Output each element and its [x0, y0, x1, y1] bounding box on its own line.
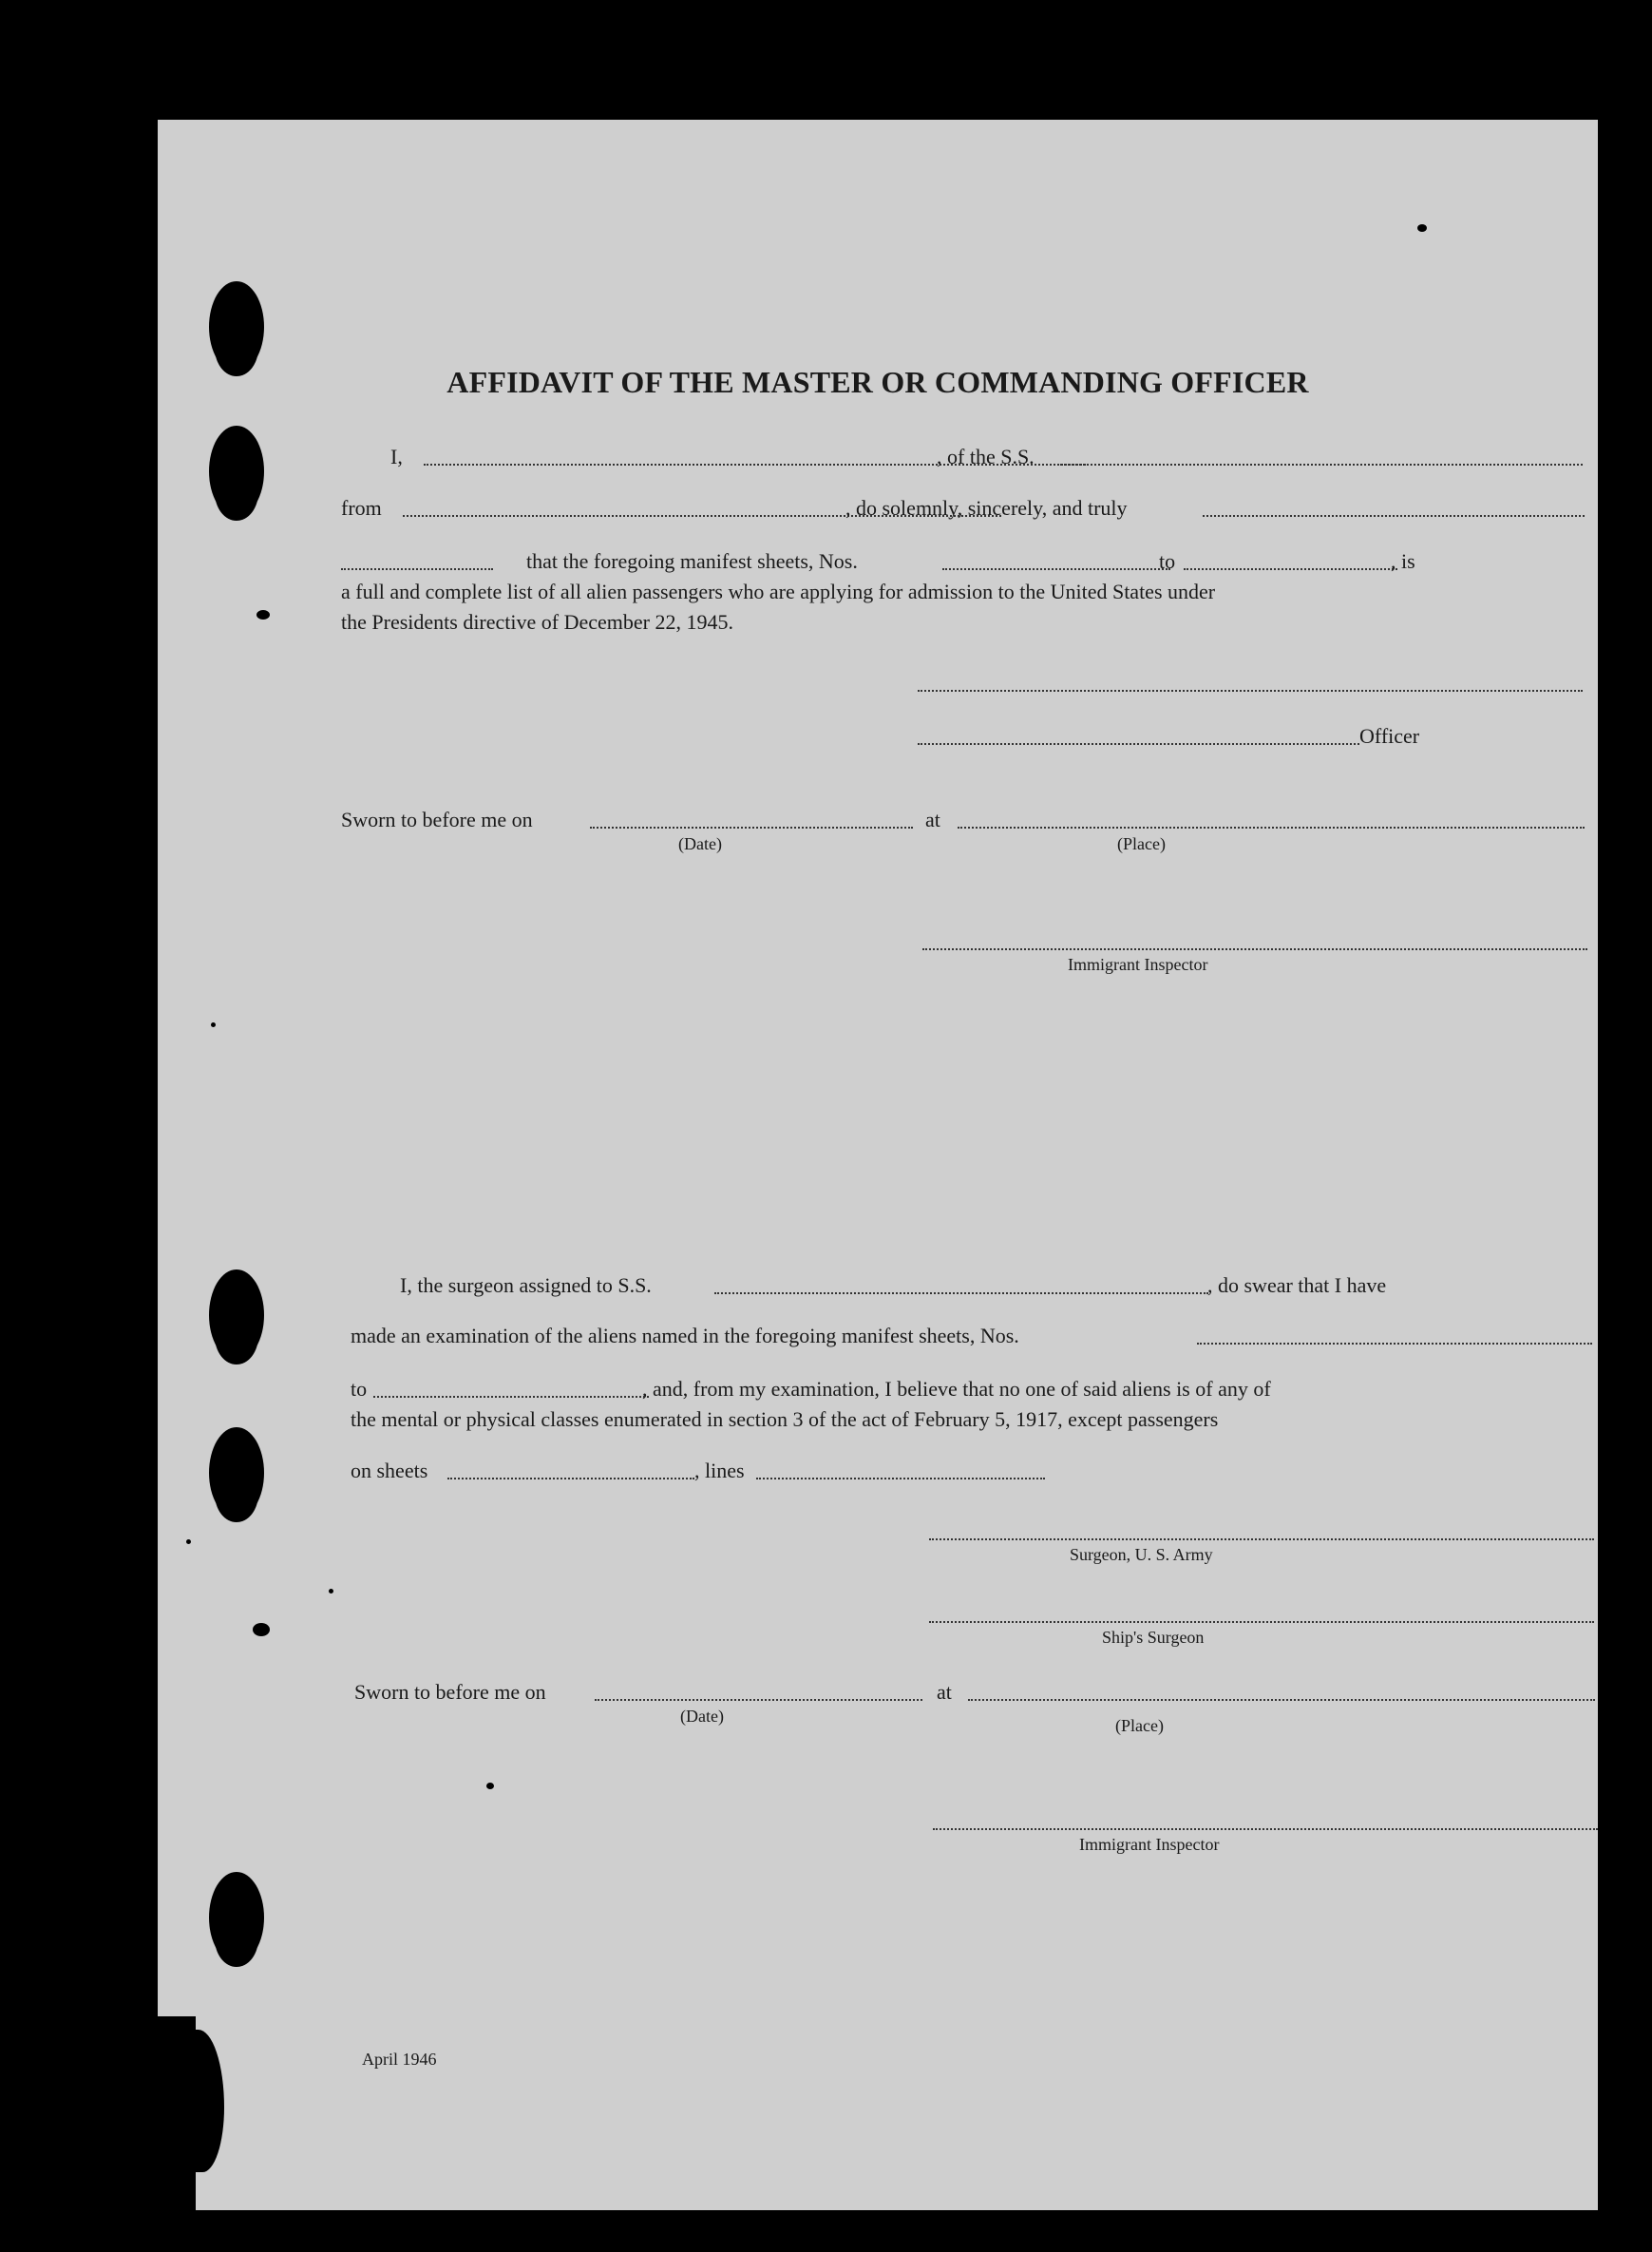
surgeon-nos-to-blank[interactable]: [373, 1396, 649, 1398]
surgeon-ship-blank[interactable]: [714, 1292, 1208, 1294]
master-date-label: (Date): [678, 834, 722, 853]
master-i: I,: [390, 445, 403, 468]
master-signature-blank[interactable]: [918, 690, 1583, 692]
master-inspector-label: Immigrant Inspector: [1068, 955, 1208, 974]
officer-label: Officer: [1359, 724, 1420, 748]
surgeon-place-label: (Place): [1115, 1716, 1164, 1735]
master-ship-blank[interactable]: [1060, 464, 1583, 466]
torn-edge: [177, 2030, 224, 2172]
punch-hole: [209, 1427, 264, 1518]
master-truly-blank[interactable]: [1203, 515, 1585, 517]
surgeon-sheets-blank[interactable]: [447, 1478, 694, 1479]
form-title: AFFIDAVIT OF THE MASTER OR COMMANDING OFFICER: [446, 365, 1309, 399]
master-at-text: at: [925, 808, 940, 831]
surgeon-line3: , and, from my examination, I believe that no one of said aliens is of any of: [642, 1377, 1271, 1401]
master-officer-blank[interactable]: [918, 743, 1359, 745]
speck: [256, 610, 270, 620]
surgeon-sheets-text: on sheets: [351, 1459, 428, 1482]
surgeon-line1: I, the surgeon assigned to S.S.: [400, 1273, 652, 1297]
master-line4: a full and complete list of all alien passengers who are applying for admission to the United States under: [341, 580, 1216, 603]
surgeon-nos-blank[interactable]: [1197, 1343, 1592, 1345]
master-swear-text: , do solemnly, sincerely, and truly: [845, 496, 1128, 520]
surgeon-sworn-place-blank[interactable]: [968, 1699, 1595, 1701]
master-sworn-place-blank[interactable]: [958, 827, 1585, 829]
surgeon-date-label: (Date): [680, 1707, 724, 1726]
master-place-label: (Place): [1117, 834, 1166, 853]
surgeon-sworn-date-blank[interactable]: [595, 1699, 922, 1701]
army-surgeon-signature-blank[interactable]: [929, 1538, 1594, 1540]
surgeon-inspector-blank[interactable]: [933, 1828, 1598, 1830]
master-sworn-text: Sworn to before me on: [341, 808, 533, 831]
punch-hole: [209, 1269, 264, 1361]
master-oath-blank[interactable]: [341, 568, 493, 570]
speck: [329, 1589, 333, 1594]
master-manifest-text: that the foregoing manifest sheets, Nos.: [526, 549, 858, 573]
surgeon-inspector-label: Immigrant Inspector: [1079, 1835, 1220, 1854]
surgeon-lines-blank[interactable]: [756, 1478, 1045, 1479]
punch-hole: [209, 426, 264, 517]
speck: [486, 1783, 494, 1789]
form-date-footer: April 1946: [362, 2050, 437, 2069]
speck: [1417, 224, 1427, 232]
speck: [253, 1623, 270, 1636]
speck: [186, 1539, 191, 1544]
master-line5: the Presidents directive of December 22, 1945.: [341, 610, 733, 634]
army-surgeon-label: Surgeon, U. S. Army: [1070, 1545, 1213, 1564]
surgeon-line1-end: , do swear that I have: [1207, 1273, 1387, 1297]
surgeon-line4: the mental or physical classes enumerated in section 3 of the act of February 5, 1917, except passengers: [351, 1407, 1219, 1431]
master-to-text: to: [1159, 549, 1176, 573]
master-inspector-blank[interactable]: [922, 948, 1587, 950]
ship-surgeon-signature-blank[interactable]: [929, 1621, 1594, 1623]
master-nos-from-blank[interactable]: [942, 568, 1170, 570]
surgeon-to-text: to: [351, 1377, 368, 1401]
master-ss-text: , of the S.S.: [937, 445, 1035, 468]
punch-hole: [209, 281, 264, 372]
surgeon-lines-text: , lines: [694, 1459, 745, 1482]
punch-hole: [209, 1872, 264, 1963]
master-sworn-date-blank[interactable]: [590, 827, 913, 829]
surgeon-line2: made an examination of the aliens named in the foregoing manifest sheets, Nos.: [351, 1324, 1019, 1347]
speck: [211, 1022, 216, 1027]
surgeon-sworn-text: Sworn to before me on: [354, 1680, 546, 1704]
affidavit-form-page: [158, 120, 1598, 2210]
master-is-text: , is: [1391, 549, 1415, 573]
master-nos-to-blank[interactable]: [1184, 568, 1397, 570]
surgeon-at-text: at: [937, 1680, 952, 1704]
ship-surgeon-label: Ship's Surgeon: [1102, 1628, 1205, 1647]
master-from: from: [341, 496, 382, 520]
